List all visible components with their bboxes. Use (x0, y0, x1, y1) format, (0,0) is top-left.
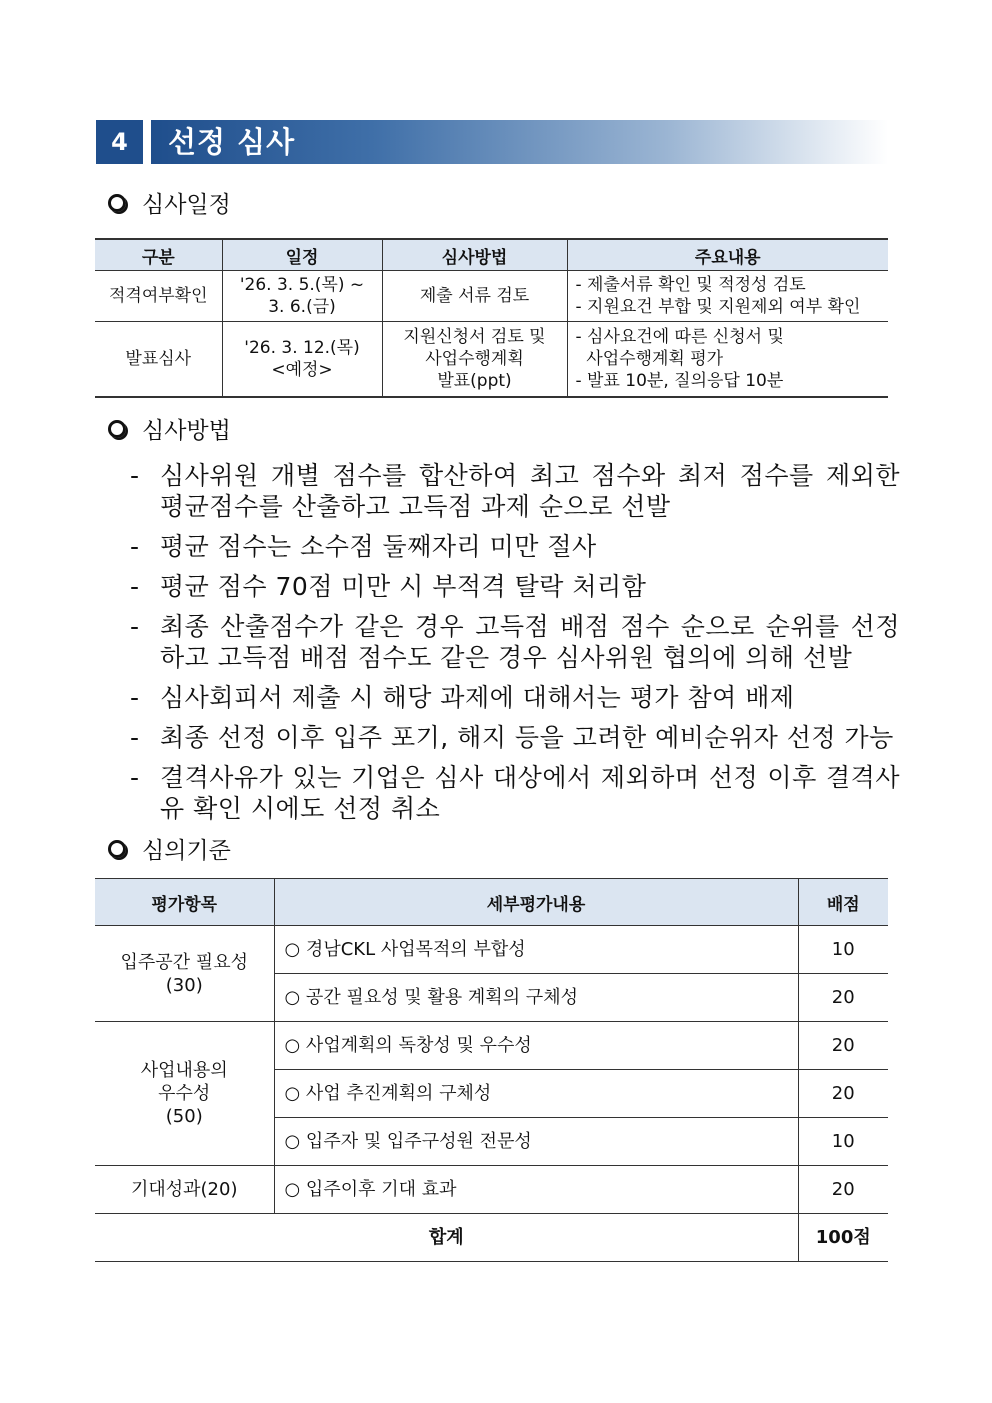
criteria-item: ○ 경남CKL 사업목적의 부합성 (274, 926, 798, 974)
criteria-table (95, 878, 888, 1262)
criteria-col-detail: 세부평가내용 (274, 879, 798, 926)
schedule-method (382, 271, 567, 322)
list-item: - 심사위원 개별 점수를 합산하여 최고 점수와 최저 점수를 제외한 평균점수를 산출하고 고득점 과제 순으로 선발 (130, 461, 900, 521)
method-line: 발표(ppt) (437, 370, 512, 391)
method-heading (108, 412, 231, 445)
schedule-date (222, 271, 382, 322)
table-row (95, 1022, 888, 1070)
content-line: - 발표 10분, 질의응답 10분 (575, 370, 784, 391)
schedule-heading-text: 심사일정 (142, 192, 231, 218)
list-item: - 결격사유가 있는 기업은 심사 대상에서 제외하며 선정 이후 결격사유 확인 시에도 선정 취소 (130, 763, 900, 823)
criteria-item: ○ 입주이후 기대 효과 (274, 1166, 798, 1214)
criteria-score: 10 (798, 926, 888, 974)
schedule-content (567, 271, 888, 322)
criteria-score: 20 (798, 1022, 888, 1070)
schedule-heading (108, 186, 231, 219)
criteria-score: 20 (798, 974, 888, 1022)
schedule-method (382, 322, 567, 397)
criteria-total-label: 합계 (95, 1214, 798, 1262)
circle-bullet-icon (108, 194, 126, 212)
method-line: 지원신청서 검토 및 (403, 326, 546, 347)
criteria-score: 20 (798, 1166, 888, 1214)
criteria-heading (108, 832, 231, 865)
schedule-category: 발표심사 (95, 322, 222, 397)
criteria-header-row (95, 879, 888, 926)
schedule-date (222, 322, 382, 397)
schedule-col-content: 주요내용 (567, 239, 888, 271)
criteria-group: 사업내용의 우수성 (50) (95, 1022, 274, 1166)
list-item: - 최종 산출점수가 같은 경우 고득점 배점 점수 순으로 순위를 선정하고 고득점 배점 점수도 같은 경우 심사위원 협의에 의해 선발 (130, 612, 900, 672)
method-heading-text: 심사방법 (142, 418, 231, 444)
schedule-category: 적격여부확인 (95, 271, 222, 322)
criteria-group: 기대성과(20) (95, 1166, 274, 1214)
section-title: 선정 심사 (168, 125, 296, 159)
schedule-col-category: 구분 (95, 239, 222, 271)
criteria-heading-text: 심의기준 (142, 838, 231, 864)
circle-bullet-icon (108, 420, 126, 438)
content-line: 사업수행계획 평가 (575, 348, 724, 369)
table-row (95, 926, 888, 974)
schedule-content (567, 322, 888, 397)
date-line: 3. 6.(금) (268, 297, 336, 317)
date-line: '26. 3. 12.(목) (244, 337, 360, 358)
section-header (96, 120, 888, 164)
criteria-group: 입주공간 필요성 (30) (95, 926, 274, 1022)
method-line: 사업수행계획 (425, 348, 524, 369)
schedule-col-date: 일정 (222, 239, 382, 271)
criteria-item: ○ 사업계획의 독창성 및 우수성 (274, 1022, 798, 1070)
criteria-score: 10 (798, 1118, 888, 1166)
list-item: - 최종 선정 이후 입주 포기, 해지 등을 고려한 예비순위자 선정 가능 (130, 723, 894, 752)
table-row (95, 271, 888, 322)
date-line: <예정> (271, 359, 333, 380)
table-row (95, 1166, 888, 1214)
schedule-header-row (95, 239, 888, 271)
list-item: - 심사회피서 제출 시 해당 과제에 대해서는 평가 참여 배제 (130, 683, 795, 712)
criteria-item: ○ 입주자 및 입주구성원 전문성 (274, 1118, 798, 1166)
criteria-item: ○ 사업 추진계획의 구체성 (274, 1070, 798, 1118)
criteria-score: 20 (798, 1070, 888, 1118)
content-line: - 지원요건 부합 및 지원제외 여부 확인 (575, 297, 861, 317)
content-line: - 제출서류 확인 및 적정성 검토 (575, 275, 806, 295)
schedule-col-method: 심사방법 (382, 239, 567, 271)
schedule-table (95, 238, 888, 398)
method-line: 제출 서류 검토 (419, 286, 530, 306)
criteria-total-row (95, 1214, 888, 1262)
section-number: 4 (96, 120, 143, 164)
content-line: - 심사요건에 따른 신청서 및 (575, 326, 784, 347)
criteria-total-score: 100점 (798, 1214, 888, 1262)
list-item: - 평균 점수 70점 미만 시 부적격 탈락 처리함 (130, 572, 647, 601)
list-item: - 평균 점수는 소수점 둘째자리 미만 절사 (130, 532, 597, 561)
table-row (95, 322, 888, 397)
criteria-col-category: 평가항목 (95, 879, 274, 926)
date-line: '26. 3. 5.(목) ~ (239, 275, 365, 295)
criteria-col-score: 배점 (798, 879, 888, 926)
method-list (130, 460, 900, 833)
criteria-item: ○ 공간 필요성 및 활용 계획의 구체성 (274, 974, 798, 1022)
circle-bullet-icon (108, 840, 126, 858)
